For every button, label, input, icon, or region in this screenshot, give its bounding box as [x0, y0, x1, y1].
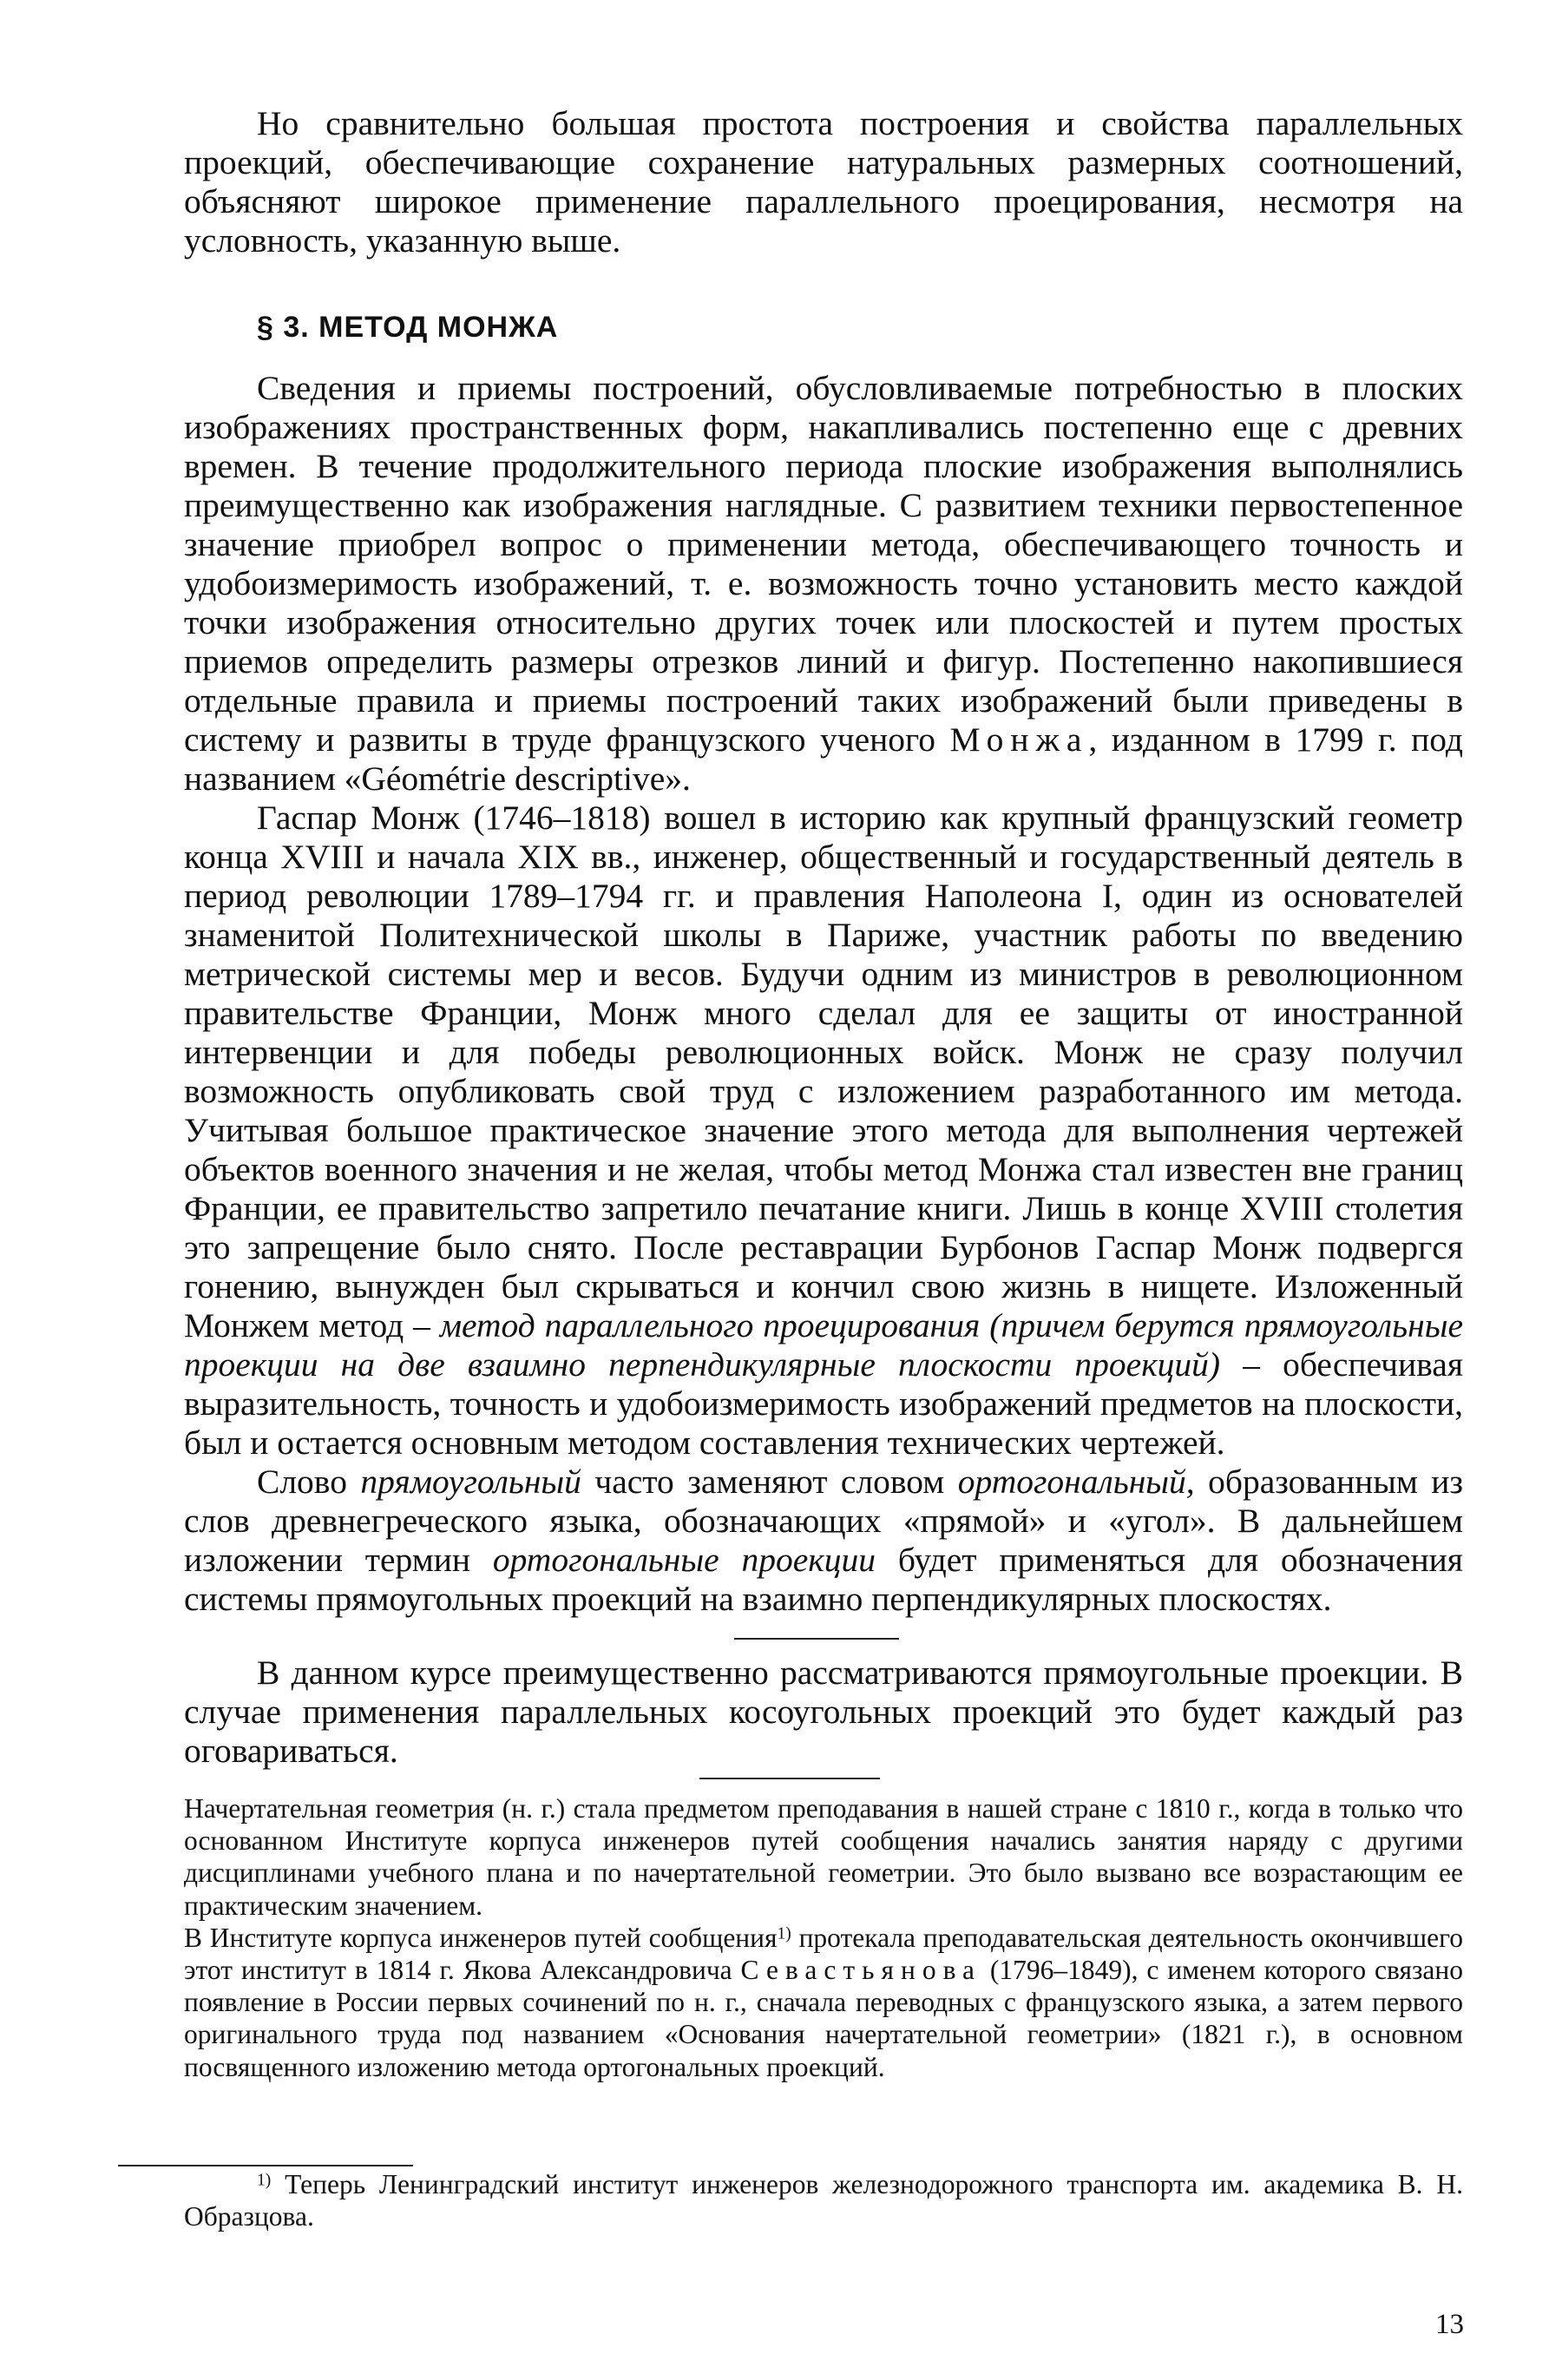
separator-rule-2 [699, 1778, 880, 1779]
footnote-text: Теперь Ленинградский институт инженеров железнодорожного транспорта им. академика В. Н. Образцова. [184, 2169, 1463, 2232]
footnote-block [184, 2168, 1463, 2232]
footnote-paragraph [184, 2168, 1463, 2232]
term-text-d: будет применяться для обозначения системы прямоугольных проекций на взаимно перпендикулярных плоскостях. [184, 1541, 1463, 1618]
small-p2-text-a: В Институте корпуса инженеров путей сообщения [184, 1922, 778, 1953]
intro-paragraph: Но сравнительно большая простота построения и свойства параллельных проекций, обеспечивающие сохранение натуральных размерных соотношений, объясняют широкое применение параллельного проецирования, несмотря на условность, указанную выше. [184, 104, 1463, 260]
small-p2-text-c: (1796–1849), с именем которого связано появление в России первых сочинений по н. г., сначала переводных с французского языка, а затем первого оригинального труда под названием «Основания начертательной геометрии» (1821 г.), в основном посвященного изложению метода ортогональных проекций. [184, 1955, 1463, 2082]
paragraph-monge-bio-tail: – обеспечивая выразительность, точность и удобоизмеримость изображений предметов на плоскости, был и остается основным методом составления технических чертежей. [184, 1345, 1463, 1462]
monge-name-spaced: Монжа [949, 720, 1089, 759]
separator-rule-1 [734, 1638, 899, 1640]
term-italic-2: ортогональный, [957, 1463, 1195, 1501]
paragraph-history-tail: , изданном в 1799 г. под названием «Géométrie descriptive». [184, 720, 1463, 798]
term-italic-3: ортогональные проекции [492, 1541, 876, 1579]
section-body [184, 369, 1463, 1619]
method-definition-italic: метод параллельного проецирования (причем берутся прямоугольные проекции на две взаимно перпендикулярные плоскости проекций) [184, 1306, 1464, 1384]
term-text-b: часто заменяют словом [594, 1463, 945, 1501]
term-text-a: Слово [257, 1463, 347, 1501]
paragraph-monge-bio [184, 799, 1463, 1463]
small-paragraph-1-text: Начертательная геометрия (н. г.) стала предметом преподавания в нашей стране с 1810 г., когда в только что основанном Институте корпуса инженеров путей сообщения начались занятия наряду с другими дисциплинами учебного плана и по начертательной геометрии. Это было вызвано все возрастающим ее практическим значением. [184, 1793, 1463, 1921]
term-italic-1: прямоугольный [360, 1463, 581, 1501]
term-text-c: образованным из слов древнегреческого языка, обозначающих «прямой» и «угол». В дальнейшем изложении термин [184, 1463, 1464, 1579]
paragraph-history [184, 369, 1463, 799]
paragraph-monge-bio-text: Гаспар Монж (1746–1818) вошел в историю как крупный французский геометр конца XVIII и начала XIX вв., инженер, общественный и государственный деятель в период революции 1789–1794 гг. и правления Наполеона I, один из основателей знаменитой Политехнической школы в Париже, участник работы по введению метрической системы мер и весов. Будучи одним из министров в революционном правительстве Франции, Монж много сделал для ее защиты от иностранной интервенции и для победы революционных войск. Монж не сразу получил возможность опубликовать свой труд с изложением разработанного им метода. Учитывая большое практическое значение этого метода для выполнения чертежей объектов военного значения и не желая, чтобы метод Монжа стал известен вне границ Франции, ее правительство запретило печатание книги. Лишь в конце XVIII столетия это запрещение было снято. После реставрации Бурбонов Гаспар Монж подвергся гонению, вынужден был скрываться и кончил свою жизнь в нищете. Изложенный Монжем метод – [184, 799, 1463, 1345]
course-note-paragraph: В данном курсе преимущественно рассматриваются прямоугольные проекции. В случае применения параллельных косоугольных проекций это будет каждый раз оговариваться. [184, 1654, 1463, 1770]
small-print-block [184, 1792, 1463, 2083]
intro-block [184, 104, 1463, 260]
paragraph-terminology [184, 1463, 1463, 1619]
small-paragraph-1 [184, 1792, 1463, 1922]
footnote-rule [118, 2165, 413, 2166]
sevastyanov-name-spaced: Севастьянова [740, 1955, 982, 1986]
footnote-marker: 1) [257, 2171, 272, 2190]
paragraph-history-text: Сведения и приемы построений, обусловливаемые потребностью в плоских изображениях пространственных форм, накапливались постепенно еще с древних времен. В течение продолжительного периода плоские изображения выполнялись преимущественно как изображения наглядные. С развитием техники первостепенное значение приобрел вопрос о применении метода, обеспечивающего точность и удобоизмеримость изображений, т. е. возможность точно установить место каждой точки изображения относительно других точек или плоскостей и путем простых приемов определить размеры отрезков линий и фигур. Постепенно накопившиеся отдельные правила и приемы построений таких изображений были приведены в систему и развиты в труде французского ученого [184, 369, 1463, 759]
section-heading: § 3. МЕТОД МОНЖА [257, 311, 559, 344]
footnote-ref-marker: 1) [777, 1924, 791, 1943]
page-number: 13 [1435, 2309, 1464, 2340]
small-p2-text-b: протекала преподавательская деятельность окончившего этот институт в 1814 г. Якова Александровича [184, 1922, 1463, 1986]
course-note-block [184, 1654, 1463, 1771]
small-paragraph-2 [184, 1922, 1463, 2083]
